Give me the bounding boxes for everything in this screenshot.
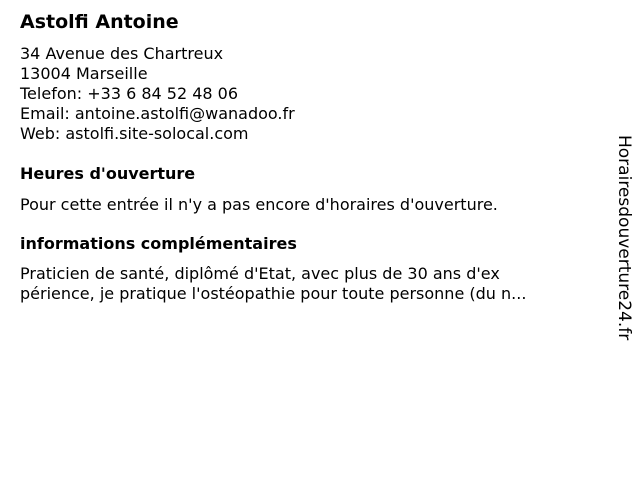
opening-hours-heading: Heures d'ouverture	[20, 164, 196, 183]
additional-info-line-2: périence, je pratique l'ostéopathie pour toute personne (du n...	[20, 284, 527, 303]
contact-block	[20, 44, 295, 144]
additional-info-line-1: Praticien de santé, diplômé d'Etat, avec plus de 30 ans d'ex	[20, 264, 500, 283]
additional-info-heading: informations complémentaires	[20, 234, 297, 253]
street-address: 34 Avenue des Chartreux	[20, 44, 224, 63]
opening-hours-text: Pour cette entrée il n'y a pas encore d'horaires d'ouverture.	[20, 195, 498, 214]
city-postcode: 13004 Marseille	[20, 64, 148, 83]
business-name: Astolfi Antoine	[20, 11, 179, 33]
phone-number[interactable]: Telefon: +33 6 84 52 48 06	[20, 84, 239, 103]
website-link[interactable]: Web: astolfi.site-solocal.com	[20, 124, 249, 143]
email-address[interactable]: Email: antoine.astolfi@wanadoo.fr	[20, 104, 295, 123]
site-watermark: Horairesdouverture24.fr	[614, 135, 634, 341]
additional-info-text	[20, 264, 580, 304]
